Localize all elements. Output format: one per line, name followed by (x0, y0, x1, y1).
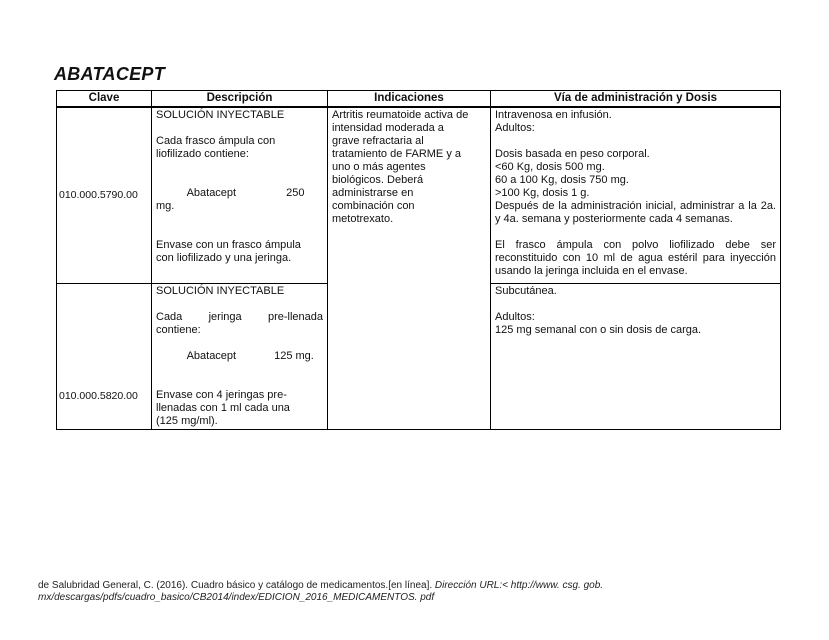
descripcion-line: liofilizado contiene: (156, 148, 249, 160)
dosis-line: Dosis basada en peso corporal. (495, 148, 650, 160)
clave-value: 010.000.5820.00 (59, 389, 138, 402)
clave-value: 010.000.5790.00 (59, 188, 138, 201)
via-adultos-line: Adultos: (495, 310, 535, 323)
indicaciones-line: metotrexato. (332, 213, 394, 225)
table-header-row (57, 91, 781, 108)
descripcion-cell (152, 107, 328, 283)
reconstitution-note: El frasco ámpula con polvo liofilizado debe ser reconstituido con 10 ml de agua estéril para inyección usando la jeringa incluida en el envase. (495, 239, 780, 277)
header-indicaciones: Indicaciones (328, 91, 491, 108)
indicaciones-line: combinación con (332, 200, 415, 212)
via-route-line: Subcutánea. (495, 284, 557, 297)
dosis-line: 125 mg semanal con o sin dosis de carga. (495, 323, 702, 336)
citation-footer (38, 580, 798, 604)
envase-line: con liofilizado y una jeringa. (156, 252, 292, 264)
ingredient-line (156, 337, 323, 376)
envase-line: llenadas con 1 ml cada una (156, 401, 290, 414)
descripcion-heading: SOLUCIÓN INYECTABLE (156, 109, 285, 121)
medication-table (56, 90, 781, 430)
descripcion-line: contiene: (156, 323, 201, 336)
citation-url-label[interactable]: Dirección URL:< http://www. csg. gob. (434, 580, 604, 591)
indicaciones-line: intensidad moderada a (332, 122, 444, 134)
indicaciones-line: Artritis reumatoide activa de (332, 109, 469, 121)
dosis-line: 60 a 100 Kg, dosis 750 mg. (495, 174, 629, 186)
envase-line: Envase con 4 jeringas pre- (156, 388, 287, 401)
word: pre-llenada (267, 310, 323, 323)
header-descripcion: Descripción (152, 91, 328, 108)
ingredient-name: Abatacept (186, 187, 237, 199)
descripcion-line (156, 311, 323, 324)
indicaciones-line: biológicos. Deberá (332, 174, 424, 186)
descripcion-line: Cada frasco ámpula con (156, 135, 276, 147)
indicaciones-cell (328, 107, 491, 429)
indicaciones-line: grave refractaria al (332, 135, 424, 147)
page-title: ABATACEPT (54, 64, 166, 84)
via-route-line: Adultos: (495, 122, 535, 134)
ingredient-name: Abatacept (186, 349, 237, 362)
dosis-line: >100 Kg, dosis 1 g. (495, 187, 590, 199)
table-row (57, 107, 781, 283)
dosis-followup: Después de la administración inicial, administrar a la 2a. y 4a. semana y posteriormente cada 4 semanas. (495, 200, 780, 225)
indicaciones-line: uno o más agentes (332, 161, 426, 173)
clave-cell (57, 283, 152, 429)
descripcion-heading: SOLUCIÓN INYECTABLE (156, 284, 285, 297)
ingredient-dose: 250 mg. (156, 187, 308, 212)
word: jeringa (208, 310, 242, 323)
via-dosis-cell (491, 283, 781, 429)
indicaciones-line: tratamiento de FARME y a (332, 148, 461, 160)
citation-url[interactable]: mx/descargas/pdfs/cuadro_basico/CB2014/index/EDICION_2016_MEDICAMENTOS. pdf (38, 592, 435, 603)
header-via-dosis: Vía de administración y Dosis (491, 91, 781, 108)
descripcion-cell (152, 283, 328, 429)
dosis-line: <60 Kg, dosis 500 mg. (495, 161, 605, 173)
via-dosis-cell (491, 107, 781, 283)
envase-line: Envase con un frasco ámpula (156, 239, 301, 251)
indicaciones-line: administrarse en (332, 187, 414, 199)
ingredient-dose: 125 mg. (274, 349, 314, 362)
envase-line: (125 mg/ml). (156, 414, 218, 427)
word: Cada (156, 310, 183, 323)
clave-cell (57, 107, 152, 283)
ingredient-line (156, 174, 323, 226)
citation-text: de Salubridad General, C. (2016). Cuadro básico y catálogo de medicamentos.[en línea]. (38, 580, 433, 591)
via-route-line: Intravenosa en infusión. (495, 109, 612, 121)
header-clave: Clave (57, 91, 152, 108)
